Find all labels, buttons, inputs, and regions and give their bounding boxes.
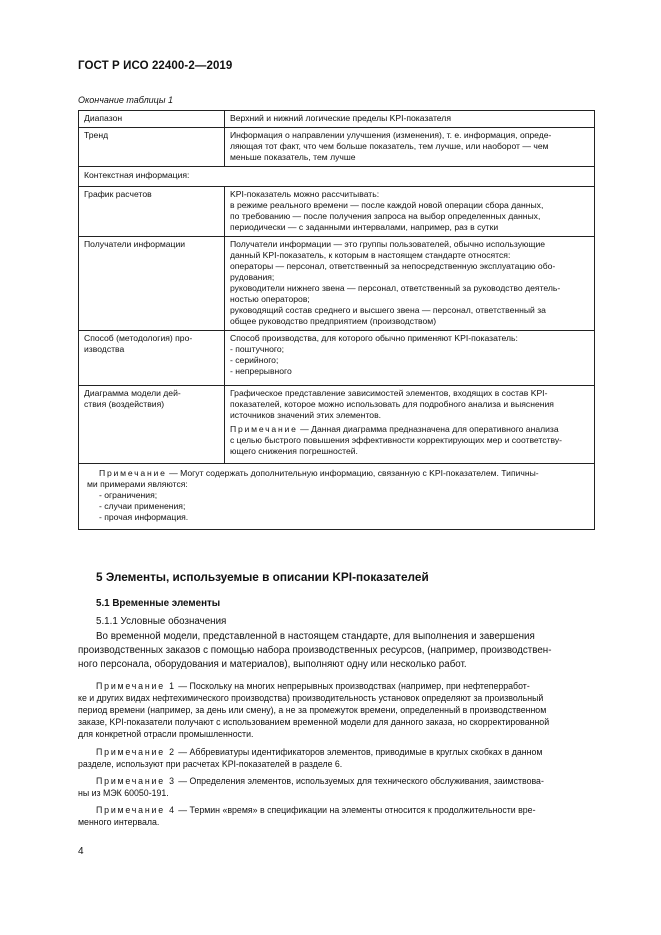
row-label: Получатели информации <box>79 237 225 331</box>
row-label: Диапазон <box>79 111 225 128</box>
note-text: — Термин «время» в спецификации на элементы относится к продолжительности вре- <box>175 805 536 815</box>
note-line: разделе, используют при расчетах KPI-показателей в разделе 6. <box>78 759 343 769</box>
list-item: - серийного; <box>230 355 279 365</box>
text-line: ного персонала, оборудования и материалов), выполняют одну или несколько работ. <box>78 659 467 670</box>
note-text: — Определения элементов, используемых для технического обслуживания, заимствова- <box>175 776 544 786</box>
text-line: в режиме реального времени — после каждой новой операции сбора данных, <box>230 200 544 210</box>
row-value <box>225 128 595 167</box>
cell-note-line <box>230 424 589 435</box>
document-header: ГОСТ Р ИСО 22400-2—2019 <box>78 60 233 72</box>
list-item: - поштучного; <box>230 344 285 354</box>
note-2 <box>78 746 595 770</box>
note-4 <box>78 804 595 828</box>
text-line: ляющая тот факт, что чем больше показатель, тем лучше, или наоборот — чем <box>230 141 549 151</box>
footnote-line <box>99 468 589 479</box>
text-line: рудования; <box>230 272 275 282</box>
note-line <box>78 746 595 758</box>
page-number: 4 <box>78 846 84 857</box>
note-line: ны из МЭК 60050-191. <box>78 788 169 798</box>
footnote-text: — Могут содержать дополнительную информацию, связанную с KPI-показателем. Типичны- <box>166 468 539 478</box>
text-line: Получатели информации — это группы пользователей, обычно использующие <box>230 239 546 249</box>
text-line: с целью быстрого повышения эффективности корректирующих мер и соответству- <box>230 435 563 445</box>
note-text: — Данная диаграмма предназначена для оперативного анализа <box>297 424 559 434</box>
text-line: по требованию — после получения запроса на выбор определенных данных, <box>230 211 541 221</box>
note-text: — Аббревиатуры идентификаторов элементов, приводимые в круглых скобках в данном <box>175 747 543 757</box>
footnote-line: ми примерами являются: <box>87 479 188 489</box>
label-line: ствия (воздействия) <box>84 399 165 409</box>
text-line: операторы — персонал, ответственный за непосредственную эксплуатацию обо- <box>230 261 556 271</box>
note-line: для конкретной отрасли промышленности. <box>78 729 254 739</box>
text-line: источников значений этих элементов. <box>230 410 382 420</box>
row-value <box>225 386 595 464</box>
note-label: Примечание 3 <box>96 776 176 786</box>
table-row <box>79 187 595 237</box>
note-line: период времени (например, за день или смену), а не за промежуток времени, определенный в производственном <box>78 705 547 715</box>
subsection-heading: 5.1 Временные элементы <box>96 598 221 609</box>
row-value <box>225 237 595 331</box>
text-line: показателей, которое можно использовать для подробного анализа и выяснения <box>230 399 554 409</box>
text-line: KPI-показатель можно рассчитывать: <box>230 189 380 199</box>
table-row <box>79 464 595 530</box>
label-line: Диаграмма модели дей- <box>84 388 181 398</box>
text-line: руководящий состав среднего и высшего звена — персонал, ответственный за <box>230 305 546 315</box>
text-line: ющего снижения погрешностей. <box>230 446 358 456</box>
note-line <box>78 804 595 816</box>
note-line: ке и других видах нефтехимического производства) производительность установок определяют за произвольный <box>78 693 544 703</box>
text-line: Верхний и нижний логические пределы KPI-показателя <box>230 113 451 123</box>
note-label: Примечание 2 <box>96 747 176 757</box>
text-line: общее руководство предприятием (производством) <box>230 316 437 326</box>
note-line <box>78 775 595 787</box>
row-value <box>225 111 595 128</box>
note-text: — Поскольку на многих непрерывных производствах (например, при нефтеперработ- <box>175 681 530 691</box>
row-value <box>225 187 595 237</box>
text-line: руководители нижнего звена — персонал, ответственный за руководство деятель- <box>230 283 561 293</box>
text-line: Информация о направлении улучшения (изменения), т. е. информация, опреде- <box>230 130 552 140</box>
note-label: Примечание <box>99 468 167 478</box>
table-footnote <box>79 464 595 530</box>
section-heading: 5 Элементы, используемые в описании KPI-показателей <box>96 570 429 584</box>
text-line: меньше показатель, тем лучше <box>230 152 356 162</box>
table-caption: Окончание таблицы 1 <box>78 95 173 105</box>
text-line: Во временной модели, представленной в настоящем стандарте, для выполнения и завершения <box>96 631 535 642</box>
note-label: Примечание 4 <box>96 805 176 815</box>
table-row <box>79 167 595 187</box>
row-label <box>79 386 225 464</box>
text-line: ностью операторов; <box>230 294 310 304</box>
table-row <box>79 331 595 386</box>
row-label: Тренд <box>79 128 225 167</box>
row-label: График расчетов <box>79 187 225 237</box>
row-label <box>79 331 225 386</box>
list-item: - прочая информация. <box>99 512 189 522</box>
body-paragraph <box>78 630 595 672</box>
section-row: Контекстная информация: <box>79 167 595 187</box>
note-line: менного интервала. <box>78 817 160 827</box>
note-line <box>78 680 595 692</box>
label-line: Способ (методология) про- <box>84 333 193 343</box>
kpi-attributes-table <box>78 110 595 530</box>
text-line: периодически — с заданными интервалами, например, раз в сутки <box>230 222 499 232</box>
note-label: Примечание <box>230 424 298 434</box>
list-item: - ограничения; <box>99 490 158 500</box>
text-line: Способ производства, для которого обычно применяют KPI-показатель: <box>230 333 518 343</box>
note-line: заказе, KPI-показатели получают с использованием временной модели для данного заказа, но скорректированной <box>78 717 550 727</box>
table-row <box>79 237 595 331</box>
label-line: изводства <box>84 344 125 354</box>
table-row <box>79 111 595 128</box>
note-3 <box>78 775 595 799</box>
text-line: данный KPI-показатель, к которым в настоящем стандарте относятся: <box>230 250 511 260</box>
row-value <box>225 331 595 386</box>
text-line: производственных заказов с помощью набора производственных ресурсов, (например, производствен- <box>78 645 552 656</box>
list-item: - случаи применения; <box>99 501 186 511</box>
note-1 <box>78 680 595 740</box>
table-row <box>79 128 595 167</box>
table-row <box>79 386 595 464</box>
text-line: Графическое представление зависимостей элементов, входящих в состав KPI- <box>230 388 548 398</box>
list-item: - непрерывного <box>230 366 292 376</box>
subsubsection-title: 5.1.1 Условные обозначения <box>96 616 227 627</box>
note-label: Примечание 1 <box>96 681 176 691</box>
subsubsection-heading <box>78 615 595 629</box>
